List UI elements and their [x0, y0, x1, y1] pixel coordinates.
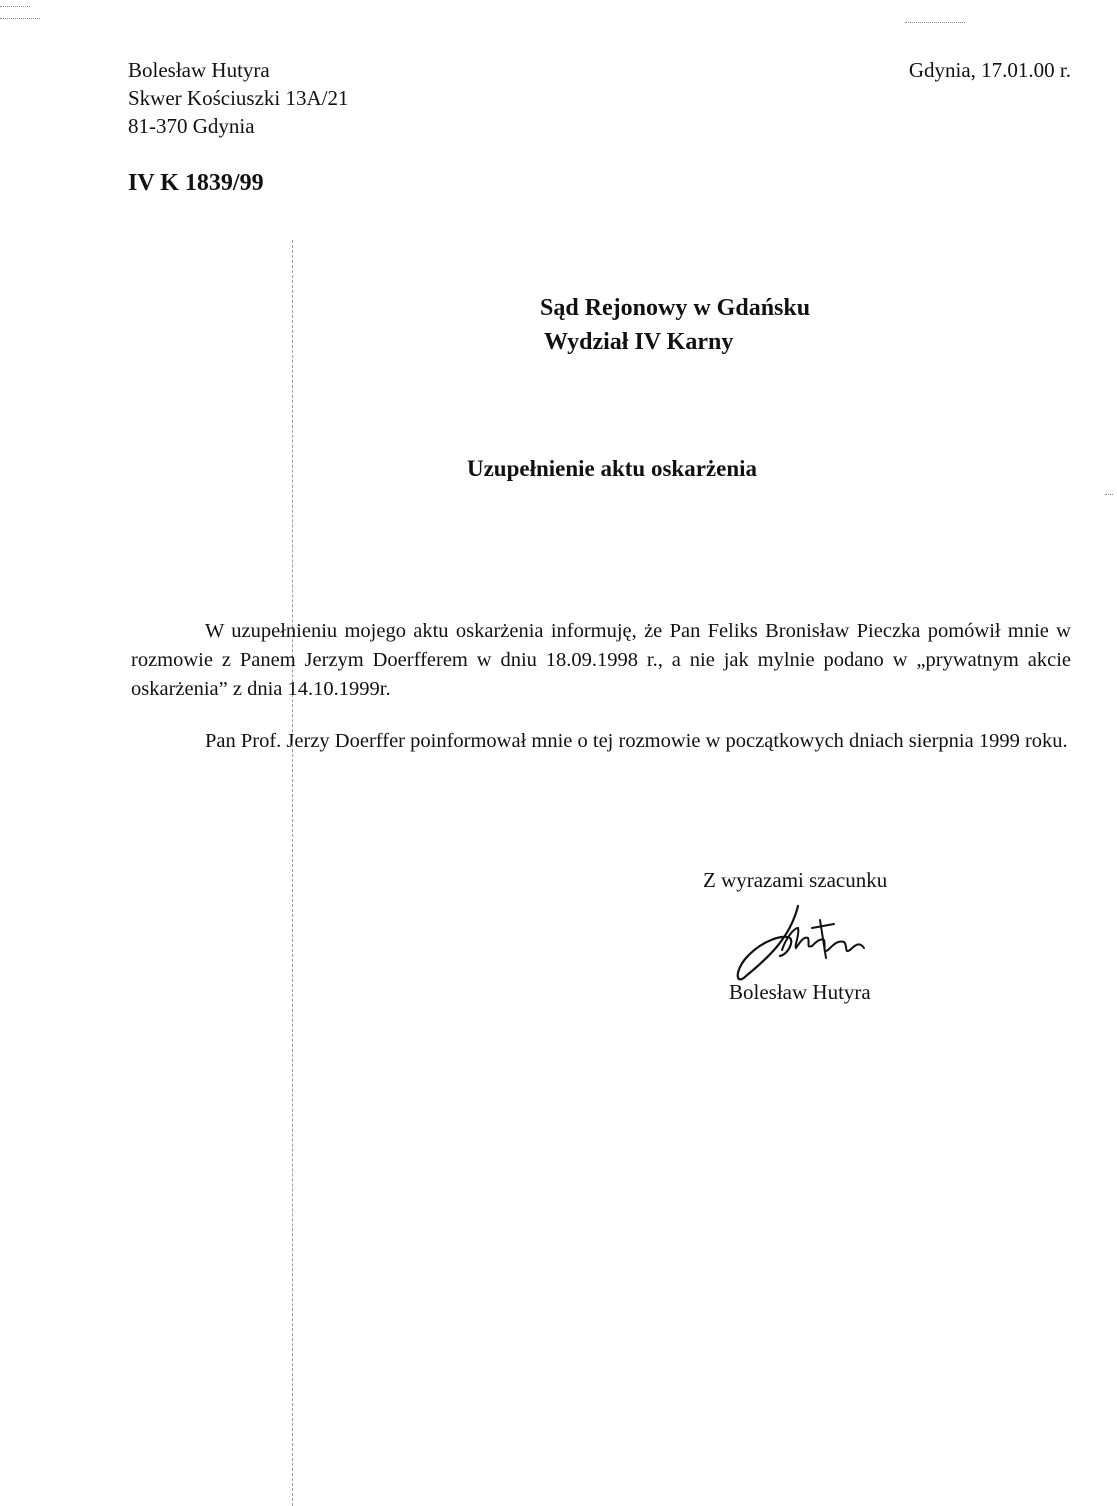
letter-date: Gdynia, 17.01.00 r. — [908, 58, 1071, 82]
body-paragraph: Pan Prof. Jerzy Doerffer poinformował mnie o tej rozmowie w początkowych dniach sierpnia 1999 roku. — [205, 730, 1068, 752]
document-title: Uzupełnienie aktu oskarżenia — [466, 456, 758, 481]
body-paragraph: W uzupełnieniu mojego aktu oskarżenia informuję, że Pan Feliks Bronisław Pieczka pomówił mnie w rozmowie z Panem Jerzym Doerfferem w dniu 18.09.1998 r., a nie jak mylnie podano w „prywatnym akcie oskarżenia” z dnia 14.10.1999r. — [131, 620, 1071, 700]
scan-speck — [0, 18, 40, 19]
sender-street: Skwer Kościuszki 13A/21 — [128, 86, 349, 110]
scan-fold-line — [292, 240, 293, 1506]
letter-body — [131, 617, 1071, 756]
scan-speck — [0, 6, 30, 7]
signer-name: Bolesław Hutyra — [729, 980, 871, 1004]
sender-city: 81-370 Gdynia — [128, 114, 255, 138]
sender-name: Bolesław Hutyra — [128, 58, 270, 82]
recipient-department: Wydział IV Karny — [544, 329, 734, 355]
recipient-court: Sąd Rejonowy w Gdańsku — [540, 295, 811, 321]
recipient-address — [540, 291, 810, 359]
closing-phrase: Z wyrazami szacunku — [703, 868, 888, 892]
case-number: IV K 1839/99 — [128, 170, 264, 196]
scan-speck — [905, 22, 965, 23]
scan-speck — [1105, 494, 1113, 495]
sender-address — [128, 56, 348, 140]
